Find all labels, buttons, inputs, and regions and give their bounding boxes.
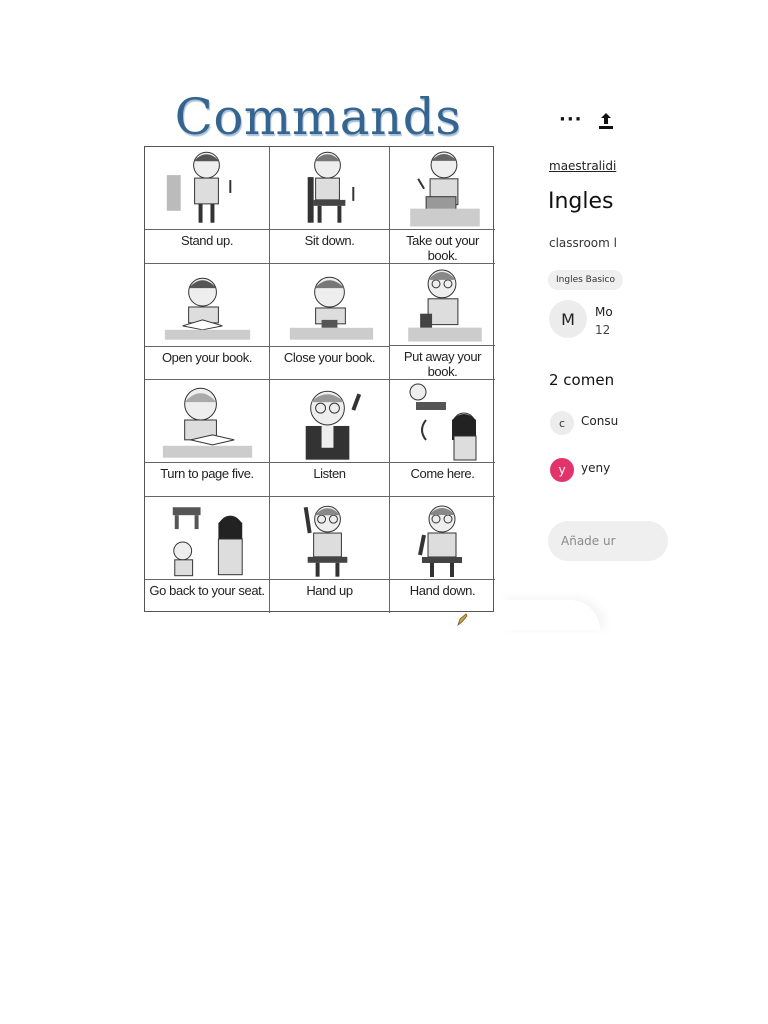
command-cell [145,264,270,381]
command-cell [270,264,390,381]
open-book-icon [145,264,269,347]
command-cell [390,147,495,264]
tag-chip[interactable]: Ingles Basico [548,270,623,290]
command-label: Put away your book. [403,349,482,379]
command-label: Take out your book. [406,232,479,263]
command-label: Sit down. [304,233,355,248]
child-sitting-icon [270,147,389,230]
command-label: Close your book. [283,349,376,365]
command-cell [390,264,495,381]
add-comment-input[interactable]: Añade ur [548,521,668,561]
pencil-icon [456,613,468,627]
hand-down-icon [390,497,495,580]
command-cell [145,380,270,497]
command-label: Hand down. [409,582,476,598]
listen-icon [270,380,389,463]
command-cell [390,497,495,614]
author-link[interactable]: maestralidi [549,159,617,173]
put-away-book-icon [390,264,495,347]
comment-avatar[interactable]: c [550,411,574,435]
turn-page-icon [145,380,269,463]
go-back-seat-icon [145,497,269,580]
command-cell [390,380,495,497]
comments-heading[interactable]: 2 comen [549,371,615,389]
pin-description: classroom l [549,236,617,250]
command-label: Open your book. [161,349,253,365]
command-label: Stand up. [180,233,234,248]
command-label: Turn to page five. [160,466,254,481]
share-icon[interactable] [598,111,614,131]
command-cell [145,147,270,264]
profile-name[interactable]: Mo [595,305,613,319]
closed-book-icon [270,264,389,347]
child-taking-book-icon [390,147,495,230]
comment-text: Consu [581,414,619,428]
come-here-icon [390,380,495,463]
profile-avatar[interactable]: M [549,300,587,338]
hand-up-icon [270,497,389,580]
commands-grid[interactable] [144,146,494,612]
command-cell [270,147,390,264]
command-cell [145,497,270,614]
command-label: Listen [313,466,346,481]
command-cell [270,380,390,497]
child-standing-icon [145,147,269,230]
comment-avatar[interactable]: y [550,458,574,482]
profile-followers: 12 [595,323,611,337]
command-label: Come here. [410,466,475,481]
pin-details-panel [540,95,619,615]
command-label: Go back to your seat. [149,582,265,598]
poster-title: Commands [174,88,462,146]
pin-title: Ingles [548,189,614,214]
comment-text: yeny [581,461,611,475]
more-options-icon[interactable]: ··· [559,109,583,130]
command-cell [270,497,390,614]
command-label: Hand up [306,582,353,598]
